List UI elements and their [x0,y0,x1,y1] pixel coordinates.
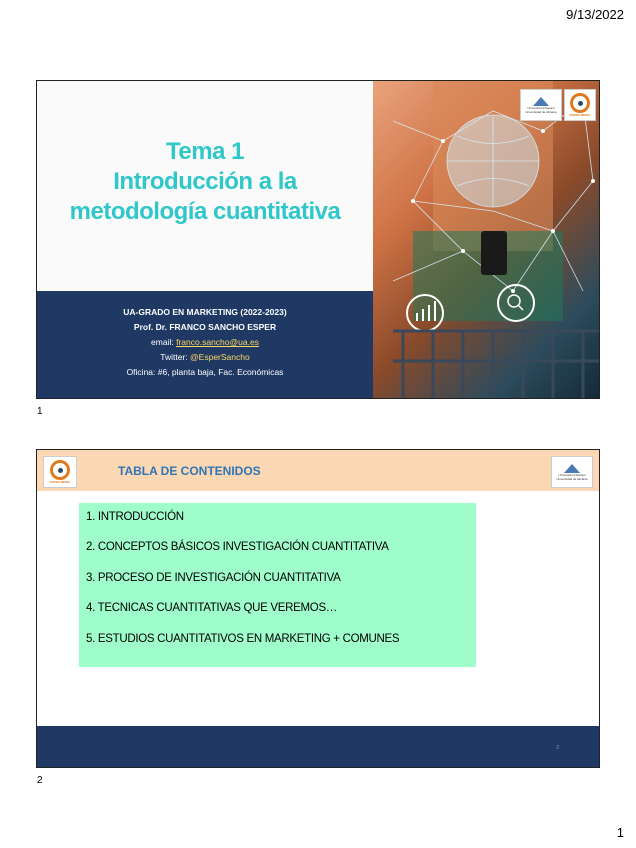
esper-logo-icon [50,460,70,480]
esper-logo [564,89,596,121]
university-logo-text: Universitat d'Alacant Universidad de Alicante [556,472,588,481]
slide-2-number: 2 [37,775,43,786]
title-line-3: metodología cuantitativa [69,198,341,225]
slide-2-header [37,450,599,491]
university-logo-text: Universitat d'Alacant Universidad de Alicante [525,105,557,114]
professor-name: Prof. Dr. FRANCO SANCHO ESPER [133,322,277,332]
title-line-1: Tema 1 [166,138,244,165]
esper-logo-icon [570,93,590,113]
slide-1-number: 1 [37,406,43,417]
course-label: UA-GRADO EN MARKETING (2022-2023) [123,307,287,317]
toc-item[interactable]: 2. CONCEPTOS BÁSICOS INVESTIGACIÓN CUANTITATIVA [86,541,389,553]
cover-photo-illustration [373,81,600,398]
university-logo [520,89,562,121]
toc-item[interactable]: 4. TECNICAS CUANTITATIVAS QUE VEREMOS… [86,602,338,614]
esper-logo-text: ESPER MEDIA [49,480,71,484]
slide-1 [36,80,600,399]
email-label: email: [151,337,174,347]
toc-item[interactable]: 1. INTRODUCCIÓN [86,511,184,523]
toc-item[interactable]: 5. ESTUDIOS CUANTITATIVOS EN MARKETING + COMUNES [86,633,400,645]
esper-logo [43,456,77,488]
table-of-contents [79,503,476,667]
email-link[interactable]: franco.sancho@ua.es [176,337,259,347]
title-line-2: Introducción a la [113,168,297,195]
slide-1-title [37,137,373,227]
slide-1-left-panel [37,81,373,398]
twitter-handle[interactable]: @EsperSancho [190,352,250,362]
office-line: Oficina: #6, planta baja, Fac. Económicas [126,367,284,377]
university-logo [551,456,593,488]
slide-2-title: TABLA DE CONTENIDOS [118,464,261,478]
slide-2 [36,449,600,768]
twitter-line [37,350,373,365]
slide-2-footer [37,726,599,767]
university-logo-icon [564,464,580,473]
print-date: 9/13/2022 [566,7,624,22]
email-line [37,335,373,350]
page-number: 1 [616,825,624,840]
esper-logo-text: ESPER MEDIA [569,113,591,117]
slide-2-footer-number: 2 [556,745,559,751]
university-logo-icon [533,97,549,106]
toc-item[interactable]: 3. PROCESO DE INVESTIGACIÓN CUANTITATIVA [86,572,341,584]
cover-photo [373,81,600,398]
author-info-band [37,291,373,398]
twitter-label: Twitter: [160,352,188,362]
